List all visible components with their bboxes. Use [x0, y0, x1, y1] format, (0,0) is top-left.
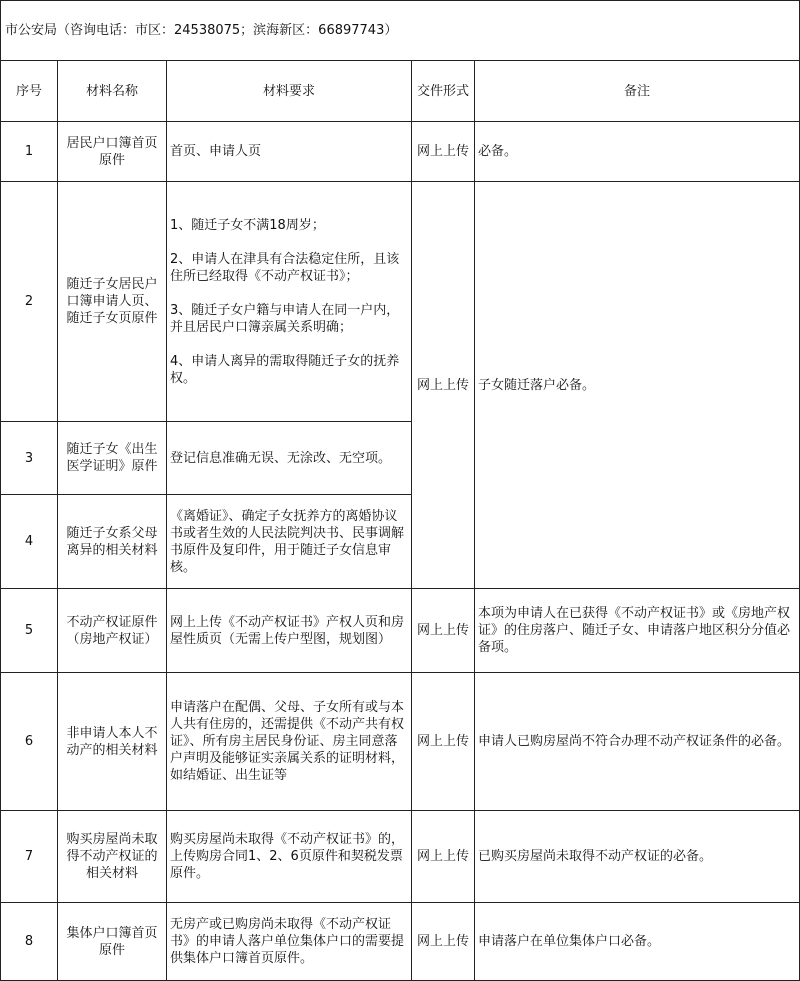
row-name: 居民户口簿首页原件 — [58, 122, 167, 182]
row-name: 不动产权证原件（房地产权证） — [58, 589, 167, 673]
row-no: 6 — [1, 673, 58, 811]
row-no: 1 — [1, 122, 58, 182]
header-row — [1, 61, 800, 122]
row-no: 2 — [1, 182, 58, 422]
row-req-list — [167, 182, 412, 422]
row-form: 网上上传 — [412, 903, 475, 981]
header-no: 序号 — [1, 61, 58, 122]
table-row — [1, 811, 800, 903]
row-req: 申请落户在配偶、父母、子女所有或与本人共有住房的，还需提供《不动产共有权证》、所有房主居民身份证、房主同意落户声明及能够证实亲属关系的证明材料，如结婚证、出生证等 — [167, 673, 412, 811]
row-form-merged: 网上上传 — [412, 182, 475, 589]
table-row — [1, 589, 800, 673]
row-name: 随迁子女《出生医学证明》原件 — [58, 422, 167, 495]
row-no: 3 — [1, 422, 58, 495]
row-note: 申请落户在单位集体户口必备。 — [475, 903, 800, 981]
row-name: 集体户口簿首页原件 — [58, 903, 167, 981]
req-item: 2、申请人在津具有合法稳定住所，且该住所已经取得《不动产权证书》； — [170, 251, 400, 284]
table-row — [1, 122, 800, 182]
row-req: 购买房屋尚未取得《不动产权证书》的，上传购房合同1、2、6页原件和契税发票原件。 — [167, 811, 412, 903]
table-row — [1, 182, 800, 422]
row-no: 8 — [1, 903, 58, 981]
header-name: 材料名称 — [58, 61, 167, 122]
row-name: 随迁子女居民户口簿申请人页、随迁子女页原件 — [58, 182, 167, 422]
row-no: 7 — [1, 811, 58, 903]
table-title-row — [1, 1, 800, 61]
header-note: 备注 — [475, 61, 800, 122]
row-form: 网上上传 — [412, 122, 475, 182]
row-no: 4 — [1, 495, 58, 589]
row-note: 必备。 — [475, 122, 800, 182]
table-row — [1, 903, 800, 981]
header-req: 材料要求 — [167, 61, 412, 122]
row-note: 本项为申请人在已获得《不动产权证书》或《房地产权证》的住房落户、随迁子女、申请落户地区积分分值必备项。 — [475, 589, 800, 673]
row-req: 网上上传《不动产权证书》产权人页和房屋性质页（无需上传户型图，规划图） — [167, 589, 412, 673]
row-note-merged: 子女随迁落户必备。 — [475, 182, 800, 589]
row-form: 网上上传 — [412, 673, 475, 811]
row-req: 首页、申请人页 — [167, 122, 412, 182]
req-item: 1、随迁子女不满18周岁； — [170, 217, 325, 233]
row-req: 《离婚证》、确定子女抚养方的离婚协议书或者生效的人民法院判决书、民事调解书原件及复印件，用于随迁子女信息审核。 — [167, 495, 412, 589]
req-item: 3、随迁子女户籍与申请人在同一户内，并且居民户口簿亲属关系明确； — [170, 302, 400, 335]
row-name: 购买房屋尚未取得不动产权证的相关材料 — [58, 811, 167, 903]
header-form: 交件形式 — [412, 61, 475, 122]
req-item: 4、申请人离异的需取得随迁子女的抚养权。 — [170, 353, 400, 386]
row-req: 无房产或已购房尚未取得《不动产权证书》的申请人落户单位集体户口的需要提供集体户口簿首页原件。 — [167, 903, 412, 981]
table-title: 市公安局（咨询电话：市区：24538075；滨海新区：66897743） — [1, 1, 800, 61]
row-note: 申请人已购房屋尚不符合办理不动产权证条件的必备。 — [475, 673, 800, 811]
row-name: 随迁子女系父母离异的相关材料 — [58, 495, 167, 589]
row-form: 网上上传 — [412, 589, 475, 673]
table-row — [1, 673, 800, 811]
row-form: 网上上传 — [412, 811, 475, 903]
row-no: 5 — [1, 589, 58, 673]
row-name: 非申请人本人不动产的相关材料 — [58, 673, 167, 811]
row-note: 已购买房屋尚未取得不动产权证的必备。 — [475, 811, 800, 903]
row-req: 登记信息准确无误、无涂改、无空项。 — [167, 422, 412, 495]
